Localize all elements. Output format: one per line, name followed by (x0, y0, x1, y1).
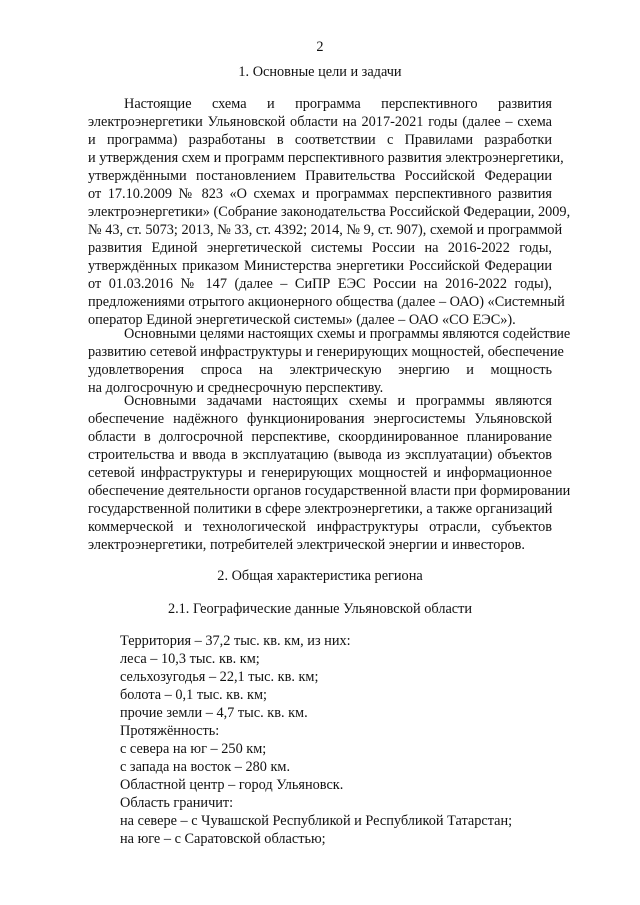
text-line: обеспечение надёжного функционирования энергосистемы Ульяновской (88, 411, 552, 427)
list-item: сельхозугодья – 22,1 тыс. кв. км; (120, 669, 319, 685)
list-item: Область граничит: (120, 795, 234, 811)
paragraph-goals (88, 325, 571, 397)
text-line: утверждёнными постановлением Правительства Российской Федерации (88, 168, 552, 184)
text-line: утверждённых приказом Министерства энергетики Российской Федерации (88, 258, 552, 274)
list-item: прочие земли – 4,7 тыс. кв. км. (120, 705, 308, 721)
text-line: Настоящие схема и программа перспективного развития (124, 96, 552, 112)
list-item: с запада на восток – 280 км. (120, 759, 291, 775)
text-line: и утверждения схем и программ перспективного развития электроэнергетики, (88, 150, 564, 166)
text-line: области в долгосрочной перспективе, скоординированное планирование (88, 429, 552, 445)
list-item: на юге – с Саратовской областью; (120, 831, 326, 847)
paragraph-tasks (88, 392, 571, 554)
text-line: оператор Единой энергетической системы» (далее – ОАО «СО ЕЭС»). (88, 312, 516, 328)
text-line: сетевой инфраструктуры и генерирующих мощностей и информационное (88, 465, 552, 481)
list-item: с севера на юг – 250 км; (120, 741, 267, 757)
text-line: от 17.10.2009 № 823 «О схемах и программах перспективного развития (88, 186, 552, 202)
list-item: на севере – с Чувашской Республикой и Республикой Татарстан; (120, 813, 513, 829)
text-line: Основными целями настоящих схемы и программы являются содействие (124, 326, 571, 342)
page-number: 2 (316, 39, 324, 55)
list-item: леса – 10,3 тыс. кв. км; (120, 651, 260, 667)
list-item: Протяжённость: (120, 723, 220, 739)
text-line: электроэнергетики» (Собрание законодательства Российской Федерации, 2009, (88, 204, 571, 220)
section-2-1-heading: 2.1. Географические данные Ульяновской области (167, 601, 473, 617)
text-line: строительства и ввода в эксплуатацию (вывода из эксплуатации) объектов (88, 447, 552, 463)
text-line: Основными задачами настоящих схемы и программы являются (124, 393, 552, 409)
text-line: на долгосрочную и среднесрочную перспективу. (88, 380, 384, 396)
text-line: коммерческой и технологической инфраструктуры отрасли, субъектов (88, 519, 552, 535)
text-line: развитию сетевой инфраструктуры и генерирующих мощностей, обеспечение (88, 344, 564, 360)
text-line: развития Единой энергетической системы России на 2016-2022 годы, (88, 240, 552, 256)
paragraph-purpose (88, 95, 571, 329)
text-line: предложениями отрытого акционерного общества (далее – ОАО) «Системный (88, 294, 565, 310)
text-line: и программа) разработаны в соответствии с Правилами разработки (88, 132, 552, 148)
section-1-heading: 1. Основные цели и задачи (238, 64, 402, 80)
text-line: № 43, ст. 5073; 2013, № 33, ст. 4392; 2014, № 9, ст. 907), схемой и программой (88, 222, 563, 238)
text-line: удовлетворения спроса на электрическую энергию и мощность (88, 362, 552, 378)
text-line: электроэнергетики, потребителей электрической энергии и инвесторов. (88, 537, 525, 553)
geo-data-list (120, 632, 512, 848)
text-line: электроэнергетики Ульяновской области на 2017-2021 годы (далее – схема (88, 114, 552, 130)
list-item: Областной центр – город Ульяновск. (120, 777, 344, 793)
text-line: государственной политики в сфере электроэнергетики, а также организаций (88, 501, 553, 517)
text-line: от 01.03.2016 № 147 (далее – СиПР ЕЭС России на 2016-2022 годы), (88, 276, 552, 292)
section-2-heading: 2. Общая характеристика региона (217, 568, 423, 584)
list-item: Территория – 37,2 тыс. кв. км, из них: (120, 633, 351, 649)
text-line: обеспечение деятельности органов государственной власти при формировании (88, 483, 571, 499)
list-item: болота – 0,1 тыс. кв. км; (120, 687, 267, 703)
